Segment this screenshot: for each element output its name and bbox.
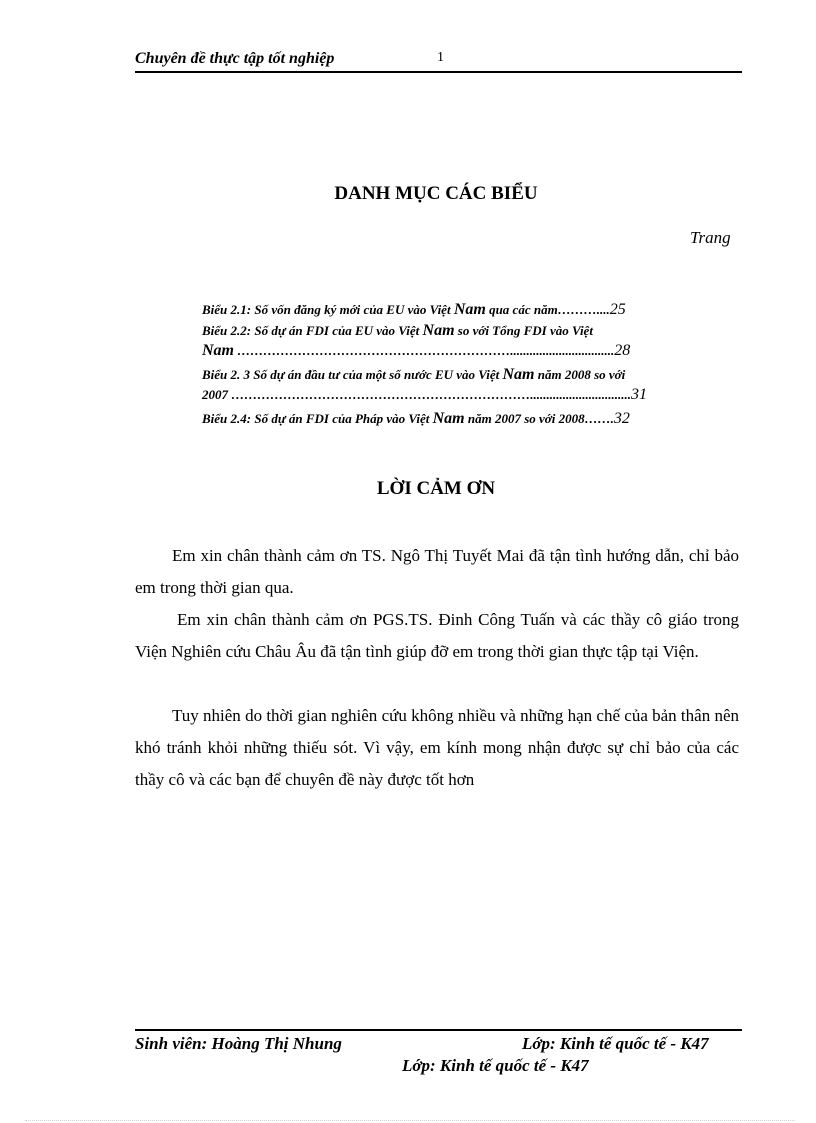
toc-entry-text: Biểu 2.1: Số vốn đăng ký mới của EU vào Việt [202, 302, 454, 317]
toc-entry-text: Nam [502, 366, 535, 383]
thanks-paragraph-1: Em xin chân thành cảm ơn TS. Ngô Thị Tuyết Mai đã tận tình hướng dẫn, chỉ bảo em trong thời gian qua. [135, 546, 739, 597]
toc-entry-4[interactable] [202, 409, 738, 429]
thanks-paragraph-2: Em xin chân thành cảm ơn PGS.TS. Đinh Công Tuấn và các thầy cô giáo trong Viện Nghiên cứu Châu Âu đã tận tình giúp đỡ em trong thời gian thực tập tại Viện. [135, 610, 739, 661]
toc-entry-page: 28 [614, 342, 631, 359]
thanks-title: LỜI CẢM ƠN [376, 478, 496, 499]
toc-entry-2[interactable] [202, 321, 738, 361]
toc-page-label: Trang [690, 228, 731, 247]
footer-rule [135, 1029, 742, 1031]
header-title: Chuyên đề thực tập tốt nghiệp [135, 50, 335, 67]
toc-entry-text: qua các năm……….... [485, 302, 610, 317]
page-bottom-edge [25, 1120, 795, 1121]
toc-entry-text: Biểu 2. 3 Số dự án đầu tư của một số nước EU vào Việt [202, 367, 503, 382]
toc-entry-text: Nam [453, 301, 486, 318]
thanks-paragraph-3: Tuy nhiên do thời gian nghiên cứu không nhiều và những hạn chế của bản thân nên khó tránh khỏi những thiếu sót. Vì vậy, em kính mong nhận được sự chỉ bảo của các thầy cô và các bạn để chuyên đề này được tốt hơn [135, 706, 739, 789]
toc-entry-3[interactable] [202, 365, 738, 405]
footer-class-repeat: Lớp: Kinh tế quốc tế - K47 [402, 1056, 589, 1075]
toc-entry-text: Nam [422, 322, 455, 339]
footer-student: Sinh viên: Hoàng Thị Nhung [135, 1034, 342, 1053]
toc-entry-leader: 2007 ……………………………………………………………............................... [202, 387, 631, 402]
toc-entry-text: Biểu 2.4: Số dự án FDI của Pháp vào Việt [202, 411, 433, 426]
toc-entry-text: năm 2008 so với [534, 367, 626, 382]
toc-entry-page: 32 [613, 410, 630, 427]
page-number: 1 [437, 50, 444, 65]
toc-title: DANH MỤC CÁC BIỂU [334, 183, 538, 204]
toc-entry-text: so với Tổng FDI vào Việt [454, 323, 593, 338]
toc-entry-text: năm 2007 so với 2008……. [464, 411, 614, 426]
toc-entry-text: Biểu 2.2: Số dự án FDI của EU vào Việt [202, 323, 423, 338]
footer-class: Lớp: Kinh tế quốc tế - K47 [522, 1034, 709, 1053]
toc-entry-1[interactable] [202, 300, 738, 320]
toc-entry-page: 25 [609, 301, 626, 318]
toc-entry-text: Nam [432, 410, 465, 427]
toc-entry-leader: ………………………………………………………................................ [234, 343, 615, 358]
header-rule [135, 71, 742, 73]
toc-entry-page: 31 [631, 386, 647, 403]
toc-entry-text: Nam [202, 342, 234, 359]
